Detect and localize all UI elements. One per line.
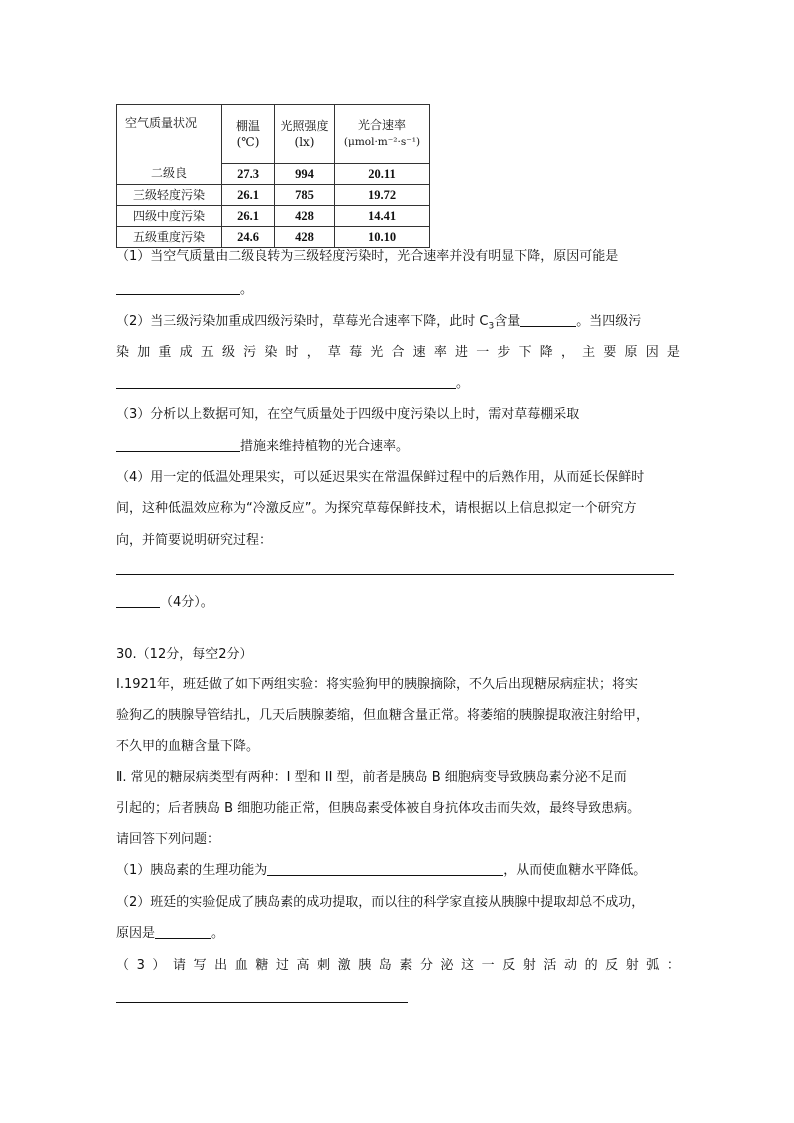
- char: 污: [243, 345, 257, 360]
- char: 这: [461, 958, 475, 973]
- subscript: 3: [488, 321, 495, 332]
- sentence-end: 。: [240, 282, 254, 297]
- char: 率: [433, 345, 447, 360]
- question-4-line-1: （4）用一定的低温处理果实，可以延迟果实在常温保鲜过程中的后熟作用，从而延长保鲜时: [116, 470, 645, 485]
- question-2-line-2: [116, 342, 680, 364]
- sub-question-1: [116, 860, 646, 882]
- char: 主: [582, 345, 596, 360]
- sentence-end: 。: [211, 926, 225, 941]
- char: 下: [518, 345, 532, 360]
- table-row: [117, 226, 430, 247]
- temperature-cell: 26.1: [222, 205, 275, 226]
- char: 弧: [646, 958, 660, 973]
- answer-blank[interactable]: [155, 924, 211, 939]
- light-cell: 428: [275, 226, 335, 247]
- temperature-cell: 24.6: [222, 226, 275, 247]
- sub-question-2-line-2: [116, 923, 224, 945]
- char: 泌: [440, 958, 454, 973]
- char: 射: [522, 958, 536, 973]
- sub-question-2-prefix: 原因是: [116, 926, 156, 941]
- table-header-row: [117, 105, 430, 164]
- answer-blank[interactable]: [116, 280, 240, 295]
- char: 活: [543, 958, 557, 973]
- char: 糖: [255, 958, 269, 973]
- char: 成: [179, 345, 193, 360]
- part-2-line-1: Ⅱ. 常见的糖尿病类型有两种：I 型和 II 型，前者是胰岛 B 细胞病变导致胰岛素分泌不足而: [116, 770, 627, 785]
- table-row: [117, 163, 430, 184]
- char: 射: [625, 958, 639, 973]
- char: ，: [306, 345, 320, 360]
- char: 出: [214, 958, 228, 973]
- answer-rule[interactable]: [116, 574, 674, 575]
- part-1-line-2: 验狗乙的胰腺导管结扎，几天后胰腺萎缩，但血糖含量正常。将萎缩的胰腺提取液注射给甲，: [116, 708, 650, 723]
- char: ）: [152, 958, 166, 973]
- question-3-continuation: 措施来维持植物的光合速率。: [240, 439, 410, 454]
- sentence-end: 。: [456, 376, 470, 391]
- row-label: 四级中度污染: [117, 205, 222, 226]
- char: 胰: [358, 958, 372, 973]
- char: 写: [193, 958, 207, 973]
- char: 素: [399, 958, 413, 973]
- question-2-part-2: 含量: [494, 314, 521, 329]
- char: 原: [624, 345, 638, 360]
- char: 光: [370, 345, 384, 360]
- char: 岛: [378, 958, 392, 973]
- rate-cell: 14.41: [335, 205, 430, 226]
- question-2-part-1: （2）当三级污染加重成四级污染时，草莓光合速率下降，此时 C: [116, 314, 489, 329]
- char: 请: [173, 958, 187, 973]
- question-4-line-2: 间，这种低温效应称为“冷激反应”。为探究草莓保鲜技术，请根据以上信息拟定一个研究方: [116, 501, 637, 516]
- light-cell: 785: [275, 184, 335, 205]
- question-2-line-1: [116, 311, 641, 338]
- answer-blank[interactable]: [520, 312, 576, 327]
- char: 进: [455, 345, 469, 360]
- char: 反: [502, 958, 516, 973]
- answer-blank[interactable]: [116, 374, 456, 389]
- question-prompt: 请回答下列问题：: [116, 832, 221, 847]
- char: 速: [412, 345, 426, 360]
- score-note: （4分）。: [160, 595, 214, 610]
- char: 是: [666, 345, 680, 360]
- sub-question-1-suffix: ，从而使血糖水平降低。: [503, 863, 647, 878]
- question-3-text: （3）分析以上数据可知，在空气质量处于四级中度污染以上时，需对草莓棚采取: [116, 407, 580, 422]
- header-air-quality: 空气质量状况: [117, 105, 222, 164]
- temperature-cell: 27.3: [222, 163, 275, 184]
- char: 反: [605, 958, 619, 973]
- char: 高: [296, 958, 310, 973]
- light-cell: 428: [275, 205, 335, 226]
- char: 时: [285, 345, 299, 360]
- question-3-line-2: [116, 436, 409, 458]
- question-1-answer-line: [116, 279, 253, 301]
- row-label: 二级良: [117, 163, 222, 184]
- part-2-line-2: 引起的；后者胰岛 B 细胞功能正常，但胰岛素受体被自身抗体攻击而失效，最终导致患病。: [116, 801, 641, 816]
- answer-rule[interactable]: [116, 1002, 408, 1003]
- char: 步: [497, 345, 511, 360]
- char: 加: [137, 345, 151, 360]
- row-label: 五级重度污染: [117, 226, 222, 247]
- rate-cell: 10.10: [335, 226, 430, 247]
- char: 染: [264, 345, 278, 360]
- char: 五: [200, 345, 214, 360]
- part-1-line-1: Ⅰ.1921年，班廷做了如下两组实验：将实验狗甲的胰腺摘除，不久后出现糖尿病症状；将实: [116, 677, 639, 692]
- sub-question-3: [116, 955, 680, 977]
- char: 的: [584, 958, 598, 973]
- char: 动: [563, 958, 577, 973]
- char: 过: [275, 958, 289, 973]
- answer-blank[interactable]: [116, 593, 160, 608]
- char: 草: [327, 345, 341, 360]
- air-quality-data-table: [116, 104, 430, 248]
- light-cell: 994: [275, 163, 335, 184]
- rate-cell: 20.11: [335, 163, 430, 184]
- row-label: 三级轻度污染: [117, 184, 222, 205]
- answer-blank[interactable]: [267, 861, 503, 876]
- char: 合: [391, 345, 405, 360]
- question-30-title: 30.（12分，每空2分）: [116, 647, 253, 662]
- char: 因: [645, 345, 659, 360]
- char: 一: [481, 958, 495, 973]
- char: 降: [539, 345, 553, 360]
- char: （: [116, 958, 130, 973]
- answer-blank[interactable]: [116, 437, 240, 452]
- table-row: [117, 184, 430, 205]
- char: ，: [560, 345, 574, 360]
- question-1-text: （1）当空气质量由二级良转为三级轻度污染时，光合速率并没有明显下降，原因可能是: [116, 249, 619, 264]
- char: 激: [337, 958, 351, 973]
- question-4-line-3: 向，并简要说明研究过程：: [116, 533, 273, 548]
- sub-question-2-line-1: （2）班廷的实验促成了胰岛素的成功提取，而以往的科学家直接从胰腺中提取却总不成功，: [116, 895, 645, 910]
- char: 要: [603, 345, 617, 360]
- table-row: [117, 205, 430, 226]
- header-temperature: 棚温 (℃): [222, 105, 275, 164]
- char: 染: [116, 345, 130, 360]
- char: 血: [234, 958, 248, 973]
- char: 级: [221, 345, 235, 360]
- char: ：: [666, 958, 680, 973]
- rate-cell: 19.72: [335, 184, 430, 205]
- question-2-answer-line: [116, 373, 469, 395]
- temperature-cell: 26.1: [222, 184, 275, 205]
- char: 重: [158, 345, 172, 360]
- char: 一: [476, 345, 490, 360]
- char: 分: [419, 958, 433, 973]
- header-light-intensity: 光照强度 (lx): [275, 105, 335, 164]
- question-2-part-3: 。当四级污: [576, 314, 642, 329]
- header-photosynthesis-rate: 光合速率 (μmol·m⁻²·s⁻¹): [335, 105, 430, 164]
- char: 莓: [349, 345, 363, 360]
- char: 刺: [317, 958, 331, 973]
- question-4-answer-line: [116, 592, 214, 614]
- sub-question-1-prefix: （1）胰岛素的生理功能为: [116, 863, 268, 878]
- part-1-line-3: 不久甲的血糖含量下降。: [116, 739, 260, 754]
- char: 3: [136, 958, 145, 973]
